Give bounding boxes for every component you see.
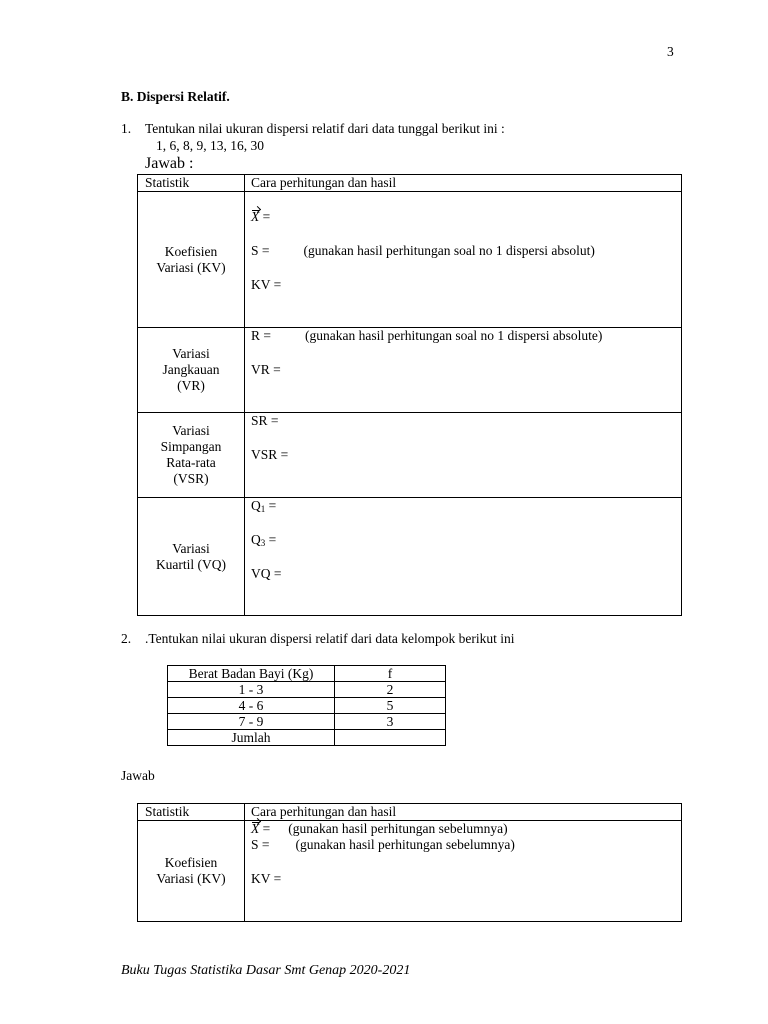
row-vr (138, 328, 682, 413)
question-1-number: 1. (121, 121, 132, 136)
row-vsr (138, 413, 682, 498)
question-1-data: 1, 6, 8, 9, 13, 16, 30 (156, 138, 264, 153)
freq-value: 2 (335, 682, 446, 698)
row-kv (138, 821, 682, 922)
freq-value: 5 (335, 698, 446, 714)
freq-total-label: Jumlah (168, 730, 335, 746)
table-row (168, 714, 446, 730)
answer-vsr[interactable]: SR = VSR = (245, 413, 682, 498)
row-vq (138, 498, 682, 616)
freq-value: 3 (335, 714, 446, 730)
row-kv (138, 192, 682, 328)
header-statistik: Statistik (138, 804, 245, 821)
question-1-text: Tentukan nilai ukuran dispersi relatif dari data tunggal berikut ini : (145, 121, 505, 136)
answer-vq[interactable]: $Q_1$ = $Q_3$ = VQ = (245, 498, 682, 616)
freq-header-berat: Berat Badan Bayi (Kg) (168, 666, 335, 682)
statistics-table-1 (137, 174, 682, 616)
label-vsr: Variasi Simpangan Rata-rata (VSR) (138, 413, 245, 498)
answer-vr[interactable]: R = (gunakan hasil perhitungan soal no 1 dispersi absolute) VR = (245, 328, 682, 413)
footer: Buku Tugas Statistika Dasar Smt Genap 2020-2021 (121, 963, 411, 978)
xbar-symbol: X (251, 209, 260, 224)
freq-class: 4 - 6 (168, 698, 335, 714)
header-cara-perhitungan: Cara perhitungan dan hasil (245, 804, 682, 821)
table-row (168, 682, 446, 698)
page-number: 3 (667, 44, 674, 59)
frequency-table (167, 665, 446, 746)
freq-class: 1 - 3 (168, 682, 335, 698)
header-statistik: Statistik (138, 175, 245, 192)
xbar-symbol: X (251, 821, 260, 836)
freq-total-value[interactable] (335, 730, 446, 746)
label-kv: Koefisien Variasi (KV) (138, 821, 245, 922)
section-title: B. Dispersi Relatif. (121, 89, 230, 104)
statistics-table-2 (137, 803, 682, 922)
table-row (168, 730, 446, 746)
question-2-number: 2. (121, 631, 132, 646)
answer-kv[interactable]: X = S = (gunakan hasil perhitungan soal no 1 dispersi absolut) KV = (245, 192, 682, 328)
question-1-jawab: Jawab : (145, 155, 194, 172)
answer-kv[interactable]: X = (gunakan hasil perhitungan sebelumnya) S = (gunakan hasil perhitungan sebelumnya) KV = (245, 821, 682, 922)
freq-header-f: f (335, 666, 446, 682)
question-2-jawab: Jawab (121, 768, 155, 783)
question-2-text: .Tentukan nilai ukuran dispersi relatif dari data kelompok berikut ini (145, 631, 515, 646)
freq-class: 7 - 9 (168, 714, 335, 730)
label-vq: Variasi Kuartil (VQ) (138, 498, 245, 616)
label-vr: Variasi Jangkauan (VR) (138, 328, 245, 413)
label-kv: Koefisien Variasi (KV) (138, 192, 245, 328)
table-row (168, 698, 446, 714)
header-cara-perhitungan: Cara perhitungan dan hasil (245, 175, 682, 192)
